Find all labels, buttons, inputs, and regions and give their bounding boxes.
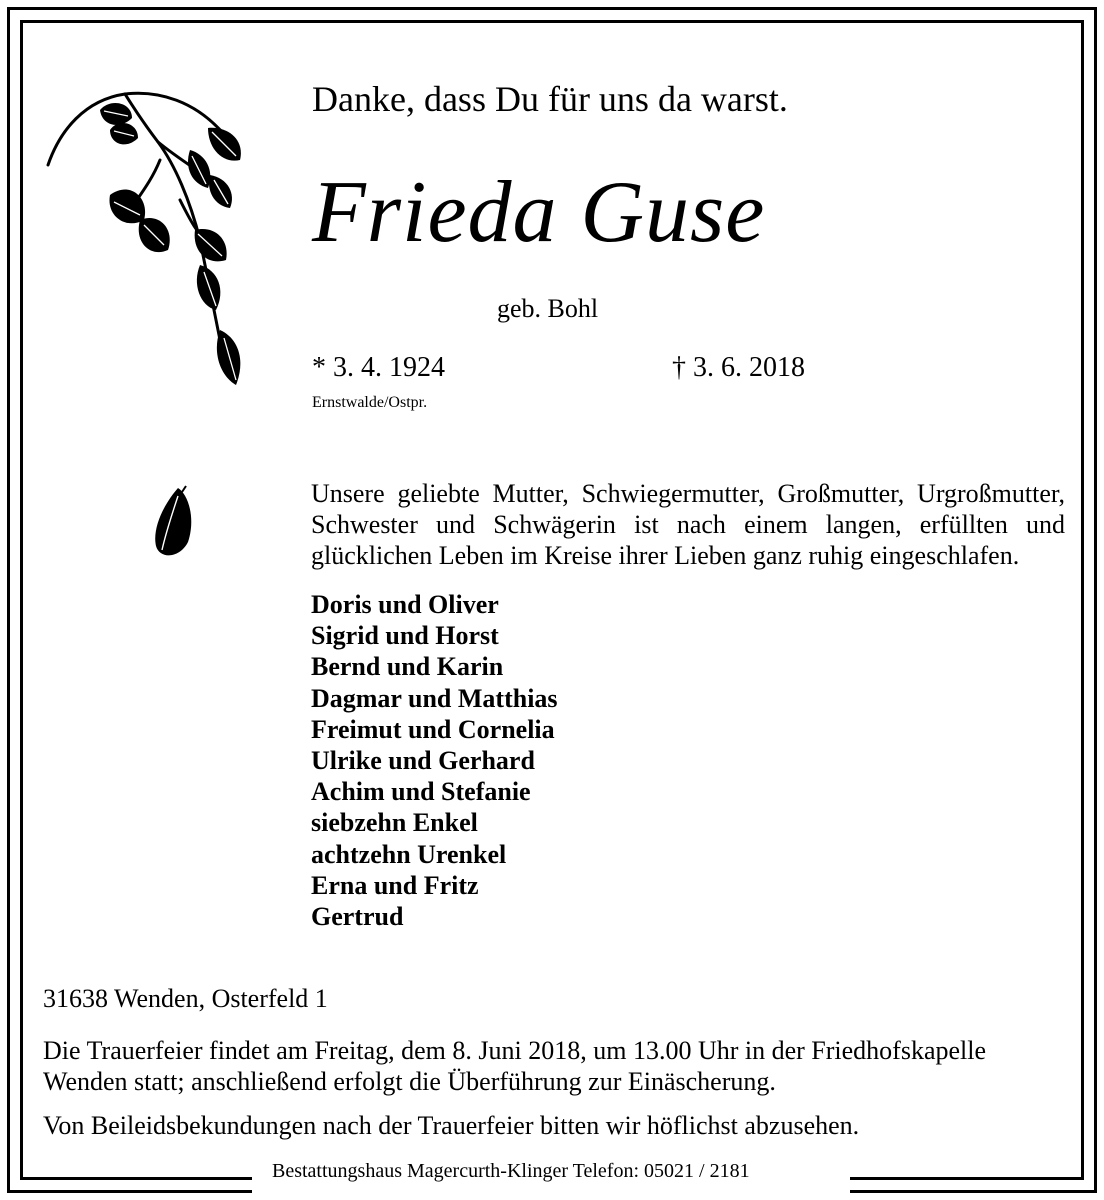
- announcement-paragraph: [311, 478, 1065, 571]
- deceased-name: Frieda Guse: [312, 164, 766, 261]
- leaf-branch-icon: [40, 80, 250, 400]
- death-date: † 3. 6. 2018: [672, 352, 805, 383]
- ceremony-info: [43, 1035, 986, 1097]
- family-member: Erna und Fritz: [311, 870, 479, 900]
- family-member: Freimut und Cornelia: [311, 714, 555, 744]
- family-member: achtzehn Urenkel: [311, 839, 507, 869]
- paragraph-line: Schwester und Schwägerin ist nach einem langen, erfüllten und: [311, 510, 1065, 539]
- headline: Danke, dass Du für uns da warst.: [312, 79, 788, 119]
- ceremony-line: Die Trauerfeier findet am Freitag, dem 8. Juni 2018, um 13.00 Uhr in der Friedhofskapelle: [43, 1036, 987, 1065]
- maiden-name: geb. Bohl: [497, 294, 599, 323]
- ceremony-line: Wenden statt; anschließend erfolgt die Überführung zur Einäscherung.: [43, 1067, 776, 1096]
- family-member: Achim und Stefanie: [311, 777, 531, 807]
- closing-note: Von Beileidsbekundungen nach der Trauerfeier bitten wir höflichst abzusehen.: [43, 1111, 860, 1140]
- birthplace: Ernstwalde/Ostpr.: [312, 394, 428, 411]
- paragraph-line: glücklichen Leben im Kreise ihrer Lieben ganz ruhig eingeschlafen.: [311, 541, 1020, 570]
- birth-date: * 3. 4. 1924: [312, 352, 445, 383]
- funeral-home-footer: Bestattungshaus Magercurth-Klinger Telefon: 05021 / 2181: [272, 1160, 750, 1182]
- family-member: siebzehn Enkel: [311, 808, 478, 838]
- falling-leaf-icon: [148, 484, 198, 564]
- paragraph-line: Unsere geliebte Mutter, Schwiegermutter, Großmutter, Urgroßmutter,: [311, 479, 1065, 508]
- address: 31638 Wenden, Osterfeld 1: [43, 984, 328, 1013]
- family-member: Gertrud: [311, 902, 404, 932]
- family-member: Ulrike und Gerhard: [311, 746, 535, 776]
- family-list: [311, 589, 558, 932]
- family-member: Dagmar und Matthias: [311, 683, 558, 713]
- family-member: Doris und Oliver: [311, 590, 499, 619]
- family-member: Sigrid und Horst: [311, 621, 499, 651]
- family-member: Bernd und Karin: [311, 652, 504, 682]
